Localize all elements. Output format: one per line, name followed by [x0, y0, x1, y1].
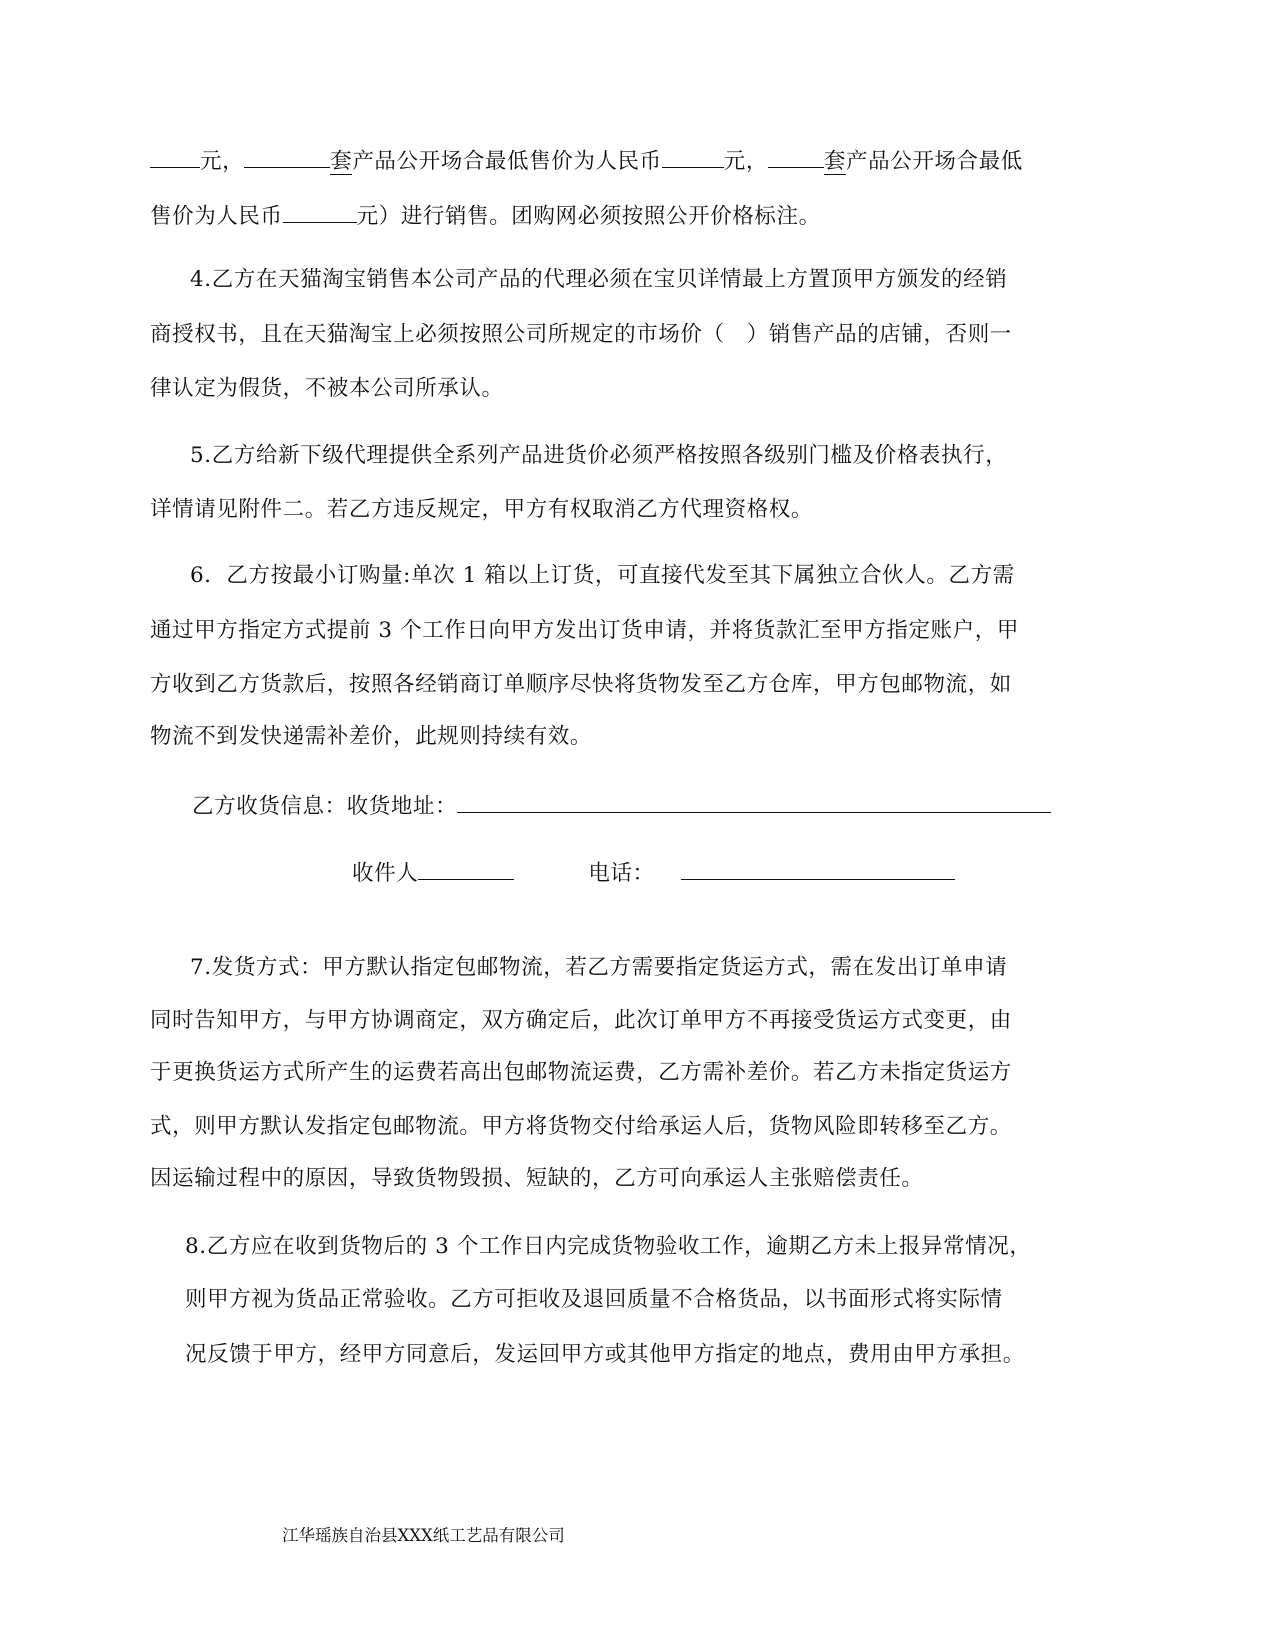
p3-text: 产品公开场合最低 — [846, 149, 1023, 174]
p7-line-4: 式，则甲方默认发指定包邮物流。甲方将货物交付给承运人后，货物风险即转移至乙方。 — [150, 1114, 1012, 1139]
p3-text: 元， — [723, 149, 768, 174]
p3-text: 套 — [330, 149, 353, 174]
recipient-field[interactable] — [418, 857, 514, 880]
price-blank-3 — [283, 200, 357, 223]
receiving-address-row — [192, 790, 1051, 822]
p4-line-3: 律认定为假货，不被本公司所承认。 — [150, 376, 504, 401]
p6-line-4: 物流不到发快递需补差价，此规则持续有效。 — [150, 724, 593, 749]
phone-field[interactable] — [681, 857, 955, 880]
p3-text: 套 — [823, 149, 847, 174]
p6-line-1: 6．乙方按最小订购量:单次 1 箱以上订货，可直接代发至其下属独立合伙人。乙方需 — [190, 563, 1015, 588]
p3-text: 元）进行销售。团购网必须按照公开价格标注。 — [356, 204, 821, 229]
set-blank-2 — [768, 145, 824, 168]
p3-line-2 — [150, 200, 821, 232]
p8-line-1: 8.乙方应在收到货物后的 3 个工作日内完成货物验收工作，逾期乙方未上报异常情况， — [185, 1234, 1032, 1259]
price-blank-1 — [150, 145, 200, 168]
p7-line-2: 同时告知甲方，与甲方协调商定，双方确定后，此次订单甲方不再接受货运方式变更，由 — [150, 1008, 1012, 1033]
p7-line-5: 因运输过程中的原因，导致货物毁损、短缺的，乙方可向承运人主张赔偿责任。 — [150, 1166, 924, 1191]
p5-line-1: 5.乙方给新下级代理提供全系列产品进货价必须严格按照各级别门槛及价格表执行， — [190, 443, 1008, 468]
recipient-label: 收件人 — [352, 861, 419, 886]
p6-line-2: 通过甲方指定方式提前 3 个工作日向甲方发出订货申请，并将货款汇至甲方指定账户，甲 — [150, 618, 1019, 643]
footer-company-name: 江华瑶族自治县XXX纸工艺品有限公司 — [282, 1526, 565, 1545]
p7-line-3: 于更换货运方式所产生的运费若高出包邮物流运费，乙方需补差价。若乙方未指定货运方 — [150, 1060, 1012, 1085]
p3-text: 元， — [200, 149, 245, 174]
p4-line-2: 商授权书，且在天猫淘宝上必须按照公司所规定的市场价（ ）销售产品的店铺，否则一 — [150, 322, 1012, 347]
receiving-address-label: 乙方收货信息：收货地址： — [192, 794, 458, 819]
p8-line-3: 况反馈于甲方，经甲方同意后，发运回甲方或其他甲方指定的地点，费用由甲方承担。 — [185, 1342, 1025, 1367]
p4-line-1: 4.乙方在天猫淘宝销售本公司产品的代理必须在宝贝详情最上方置顶甲方颁发的经销 — [190, 267, 1008, 292]
p3-line-1 — [150, 145, 1023, 177]
recipient-row — [352, 857, 955, 889]
p6-line-3: 方收到乙方货款后，按照各经销商订单顺序尽快将货物发至乙方仓库，甲方包邮物流，如 — [150, 672, 1012, 697]
set-blank-1 — [244, 145, 330, 168]
phone-label: 电话： — [588, 861, 655, 886]
p8-line-2: 则甲方视为货品正常验收。乙方可拒收及退回质量不合格货品，以书面形式将实际情 — [185, 1287, 1003, 1312]
p3-text: 产品公开场合最低售价为人民币 — [352, 149, 662, 174]
p3-text: 售价为人民币 — [150, 204, 283, 229]
price-blank-2 — [662, 145, 724, 168]
p5-line-2: 详情请见附件二。若乙方违反规定，甲方有权取消乙方代理资格权。 — [150, 497, 814, 522]
p7-line-1: 7.发货方式：甲方默认指定包邮物流，若乙方需要指定货运方式，需在发出订单申请 — [190, 955, 1008, 980]
address-field[interactable] — [457, 790, 1051, 813]
